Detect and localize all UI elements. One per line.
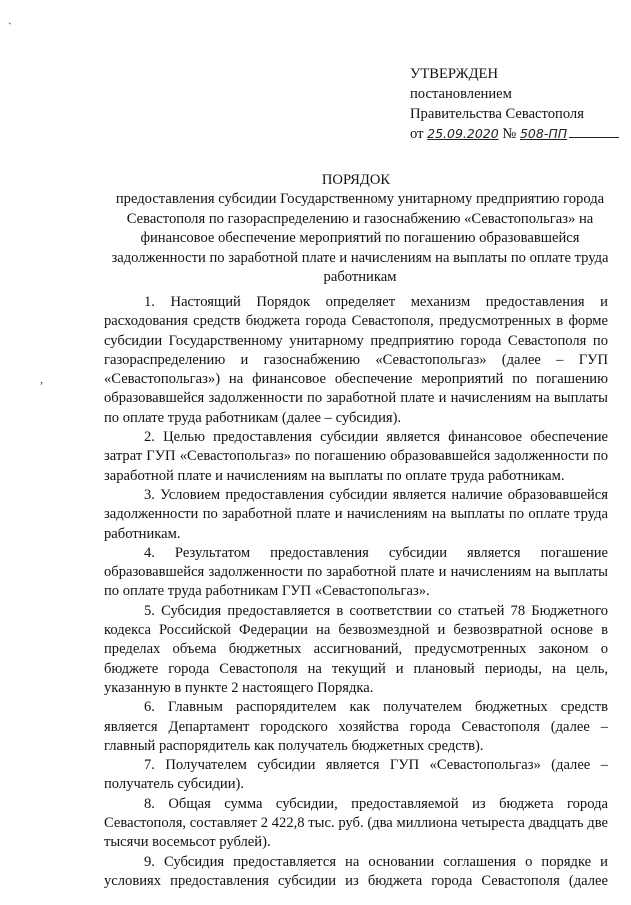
approval-block: [410, 64, 619, 144]
scan-mark-left: ,: [40, 372, 43, 386]
document-body: [104, 293, 608, 891]
paragraph-5: 5. Субсидия предоставляется в соответствии со статьей 78 Бюджетного кодекса Российской Федерации на безвозмездной и безвозвратной основе в пределах объема бюджетных ассигнований, предусмотренных законом о бюджете города Севастополя на текущий и плановый периоды, на цель, указанную в пункте 2 настоящего Порядка.: [104, 602, 608, 696]
paragraph-1: 1. Настоящий Порядок определяет механизм предоставления и расходования средств бюджета города Севастополя, предусмотренных в форме субсидии Государственному унитарному предприятию города Севастополя по газораспределению и газоснабжению «Севастопольгаз» (далее – ГУП «Севастопольгаз») на финансовое обеспечение мероприятий по погашению образовавшейся задолженности по заработной плате и начислениям на выплаты по оплате труда работникам (далее – субсидия).: [104, 294, 608, 426]
approval-heading: УТВЕРЖДЕН: [410, 66, 498, 82]
approval-prefix: от: [410, 126, 424, 142]
approval-line-resolution: постановлением: [410, 86, 512, 102]
document-subtitle: предоставления субсидии Государственному унитарному предприятию города Севастополя по газораспределению и газоснабжению «Севастопольгаз» на финансовое обеспечение мероприятий по погашению образовавшейся задолженности по заработной плате и начислениям на выплаты по оплате труда работникам: [111, 191, 609, 285]
approval-date: 25.09.2020: [427, 126, 499, 141]
paragraph-6: 6. Главным распорядителем как получателем бюджетных средств является Департамент городского хозяйства города Севастополя (далее – главный распорядитель как получатель бюджетных средств).: [104, 699, 608, 754]
paragraph-4: 4. Результатом предоставления субсидии является погашение образовавшейся задолженности по заработной плате и начислениям на выплаты по оплате труда работникам ГУП «Севастопольгаз».: [104, 544, 608, 600]
approval-number-sign: №: [502, 126, 517, 142]
scan-mark-top: `: [8, 20, 12, 34]
paragraph-7: 7. Получателем субсидии является ГУП «Севастопольгаз» (далее – получатель субсидии).: [104, 757, 608, 793]
approval-line-government: Правительства Севастополя: [410, 106, 584, 122]
paragraph-8: 8. Общая сумма субсидии, предоставляемой из бюджета города Севастополя, составляет 2 422,8 тыс. руб. (два миллиона четыреста двадцать две тысячи восемьсот рублей).: [104, 795, 608, 851]
document-title: ПОРЯДОК: [321, 172, 391, 188]
approval-date-number-line: [410, 124, 619, 144]
number-underline: [569, 136, 619, 138]
paragraph-9: 9. Субсидия предоставляется на основании соглашения о порядке и условиях предоставления субсидии из бюджета города Севастополя (далее: [104, 853, 608, 889]
approval-number: 508-ПП: [519, 126, 568, 141]
paragraph-3: 3. Условием предоставления субсидии является наличие образовавшейся задолженности по заработной плате и начислениям на выплаты по оплате труда работникам.: [104, 486, 608, 542]
paragraph-2: 2. Целью предоставления субсидии является финансовое обеспечение затрат ГУП «Севастопольгаз» по погашению образовавшейся задолженности по заработной плате и начислениям на выплаты по оплате труда работникам.: [104, 429, 608, 484]
